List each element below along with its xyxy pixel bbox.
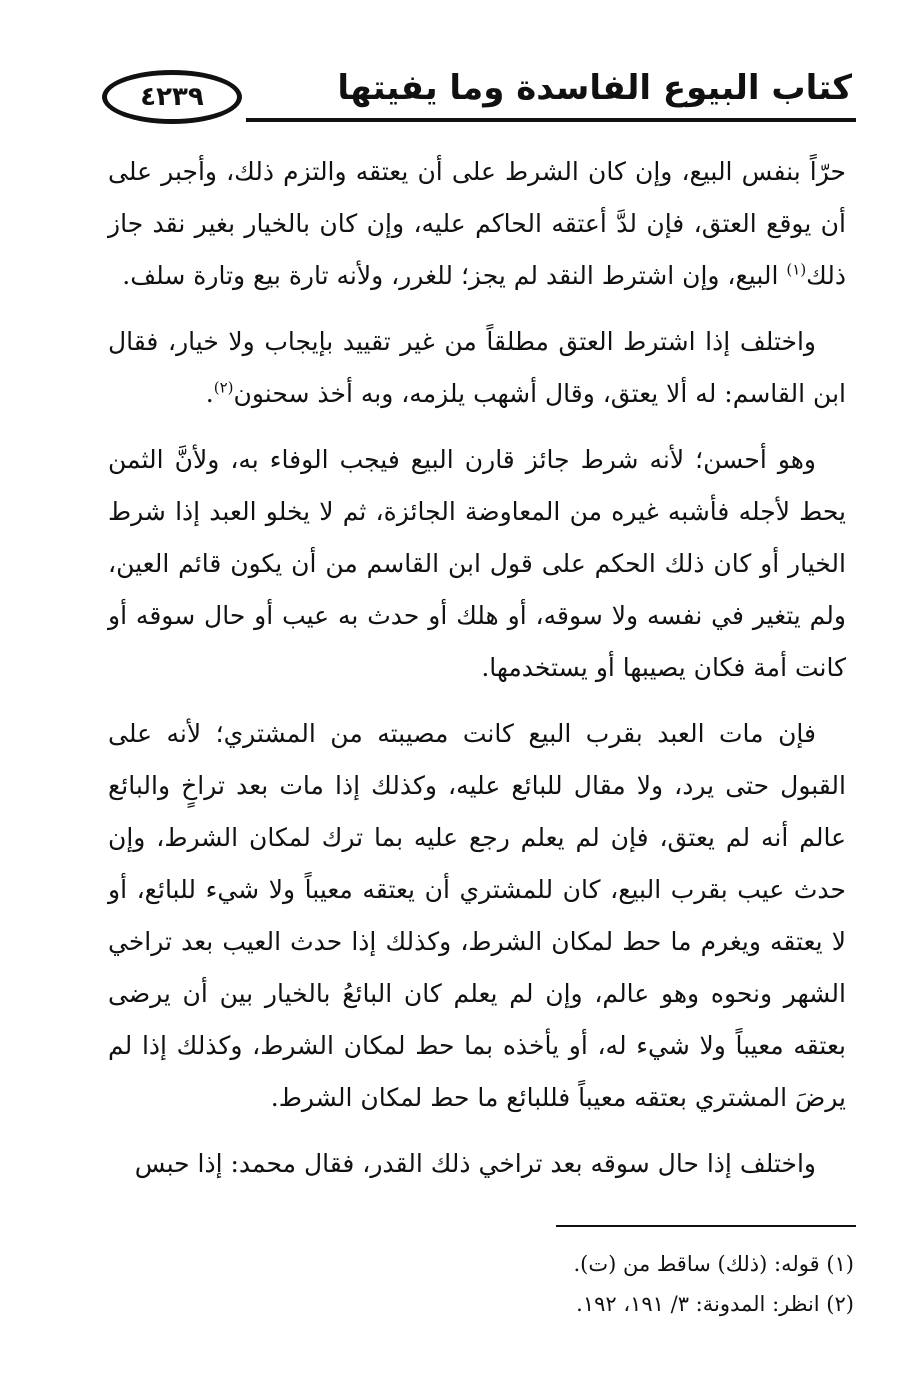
footnote-ref-2: (٢) xyxy=(213,378,234,397)
paragraph-1-text: حرّاً بنفس البيع، وإن كان الشرط على أن يعتقه والتزم ذلك، وأجبر على أن يوقع العتق، فإن لدَّ أعتقه الحاكم عليه، وإن كان بالخيار بغير نقد جاز ذلك xyxy=(108,157,846,290)
paragraph-3: وهو أحسن؛ لأنه شرط جائز قارن البيع فيجب الوفاء به، ولأنَّ الثمن يحط لأجله فأشبه غيره من المعاوضة الجائزة، ثم لا يخلو العبد إذا شرط الخيار أو كان ذلك الحكم على قول ابن القاسم من أن يكون قائم العين، ولم يتغير في نفسه ولا سوقه، أو هلك أو حدث به عيب أو حال سوقه أو كانت أمة فكان يصيبها أو يستخدمها. xyxy=(108,445,846,682)
footnote-separator xyxy=(556,1225,856,1227)
running-title: كتاب البيوع الفاسدة وما يفيتها xyxy=(337,68,852,108)
paragraph-2-tail: . xyxy=(205,379,214,408)
paragraph-4: فإن مات العبد بقرب البيع كانت مصيبته من المشتري؛ لأنه على القبول حتى يرد، ولا مقال للبائع عليه، وكذلك إذا مات بعد تراخٍ والبائع عالم أنه لم يعتق، فإن لم يعلم رجع عليه بما ترك لمكان الشرط، وإن حدث عيب بقرب البيع، كان للمشتري أن يعتقه معيباً ولا شيء للبائع، أو لا يعتقه ويغرم ما حط لمكان الشرط، وكذلك إذا حدث العيب بعد تراخي الشهر ونحوه وهو عالم، وإن لم يعلم كان البائعُ بالخيار بين أن يرضى بعتقه معيباً ولا شيء له، أو يأخذه بما حط لمكان الشرط، وكذلك إذا لم يرضَ المشتري بعتقه معيباً فللبائع ما حط لمكان الشرط. xyxy=(108,719,846,1112)
page-number-badge xyxy=(102,70,242,124)
main-text xyxy=(108,146,846,1204)
paragraph-5: واختلف إذا حال سوقه بعد تراخي ذلك القدر، فقال محمد: إذا حبس xyxy=(134,1149,816,1178)
paragraph-1-tail: البيع، وإن اشترط النقد لم يجز؛ للغرر، ولأنه تارة بيع وتارة سلف. xyxy=(122,261,787,290)
paragraph-2 xyxy=(108,316,846,420)
page-number: ٤٢٣٩ xyxy=(140,82,204,112)
footnote-1: (١) قوله: (ذلك) ساقط من (ت). xyxy=(573,1252,854,1276)
paragraph-1 xyxy=(108,146,846,302)
footnote-2: (٢) انظر: المدونة: ٣/ ١٩١، ١٩٢. xyxy=(576,1292,854,1316)
footnote-ref-1: (١) xyxy=(786,260,807,279)
footnotes xyxy=(114,1244,854,1324)
page-header xyxy=(96,62,856,130)
paragraph-2-text: واختلف إذا اشترط العتق مطلقاً من غير تقييد بإيجاب ولا خيار، فقال ابن القاسم: له ألا يعتق، وقال أشهب يلزمه، وبه أخذ سحنون xyxy=(108,327,846,408)
header-rule xyxy=(246,118,856,122)
